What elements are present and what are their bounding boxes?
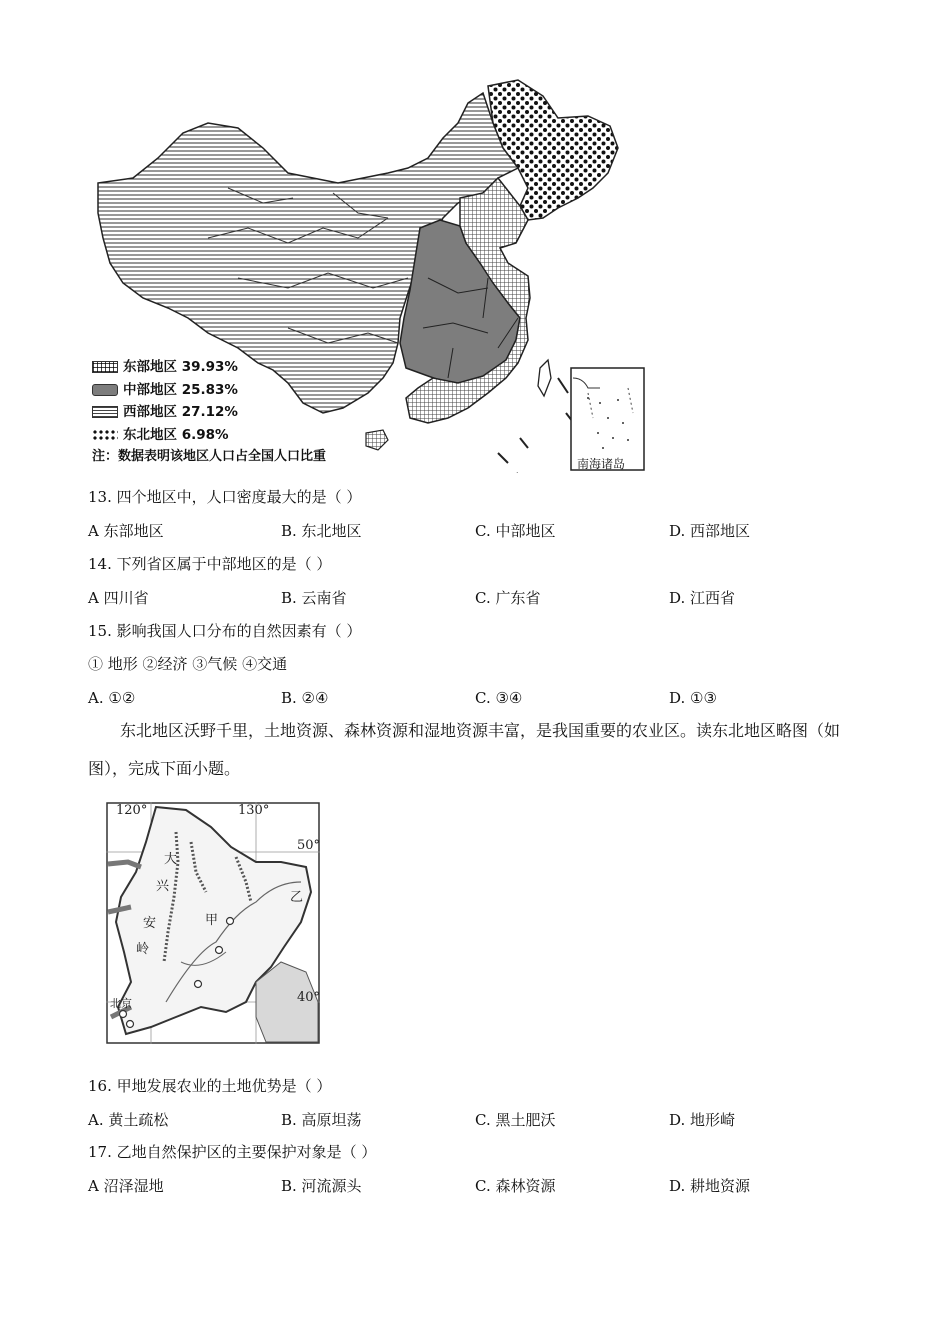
label-40deg: 40° — [297, 990, 321, 1005]
intro-paragraph: 东北地区沃野千里，土地资源、森林资源和湿地资源丰富，是我国重要的农业区。读东北地区略图（如图），完成下面小题。 — [88, 721, 841, 778]
label-yi: 乙 — [290, 890, 304, 905]
label-130deg: 130° — [238, 803, 270, 818]
solid-swatch-icon — [92, 384, 118, 396]
label-jia: 甲 — [205, 913, 219, 928]
q15-option-a[interactable]: A. ①② — [88, 689, 136, 707]
question-13: 13. 四个地区中，人口密度最大的是（ ） — [88, 488, 362, 506]
question-17: 17. 乙地自然保护区的主要保护对象是（ ） — [88, 1143, 377, 1161]
legend-west: 西部地区 27.12% — [92, 401, 326, 424]
grid-swatch-icon — [92, 361, 118, 373]
q17-option-c[interactable]: C. 森林资源 — [475, 1177, 556, 1195]
question-14: 14. 下列省区属于中部地区的是（ ） — [88, 555, 332, 573]
q16-option-c[interactable]: C. 黑土肥沃 — [475, 1111, 556, 1129]
hainan-island — [366, 430, 388, 450]
legend-east: 东部地区 39.93% — [92, 356, 326, 379]
q13-option-b[interactable]: B. 东北地区 — [281, 522, 362, 540]
label-50deg: 50° — [297, 838, 321, 853]
question-15: 15. 影响我国人口分布的自然因素有（ ） — [88, 622, 362, 640]
label-beijing: 北京 — [110, 997, 132, 1010]
q14-option-c[interactable]: C. 广东省 — [475, 589, 541, 607]
label-an: 安 — [143, 916, 157, 931]
q13-option-a[interactable]: A 东部地区 — [88, 522, 164, 540]
q14-option-a[interactable]: A 四川省 — [88, 589, 149, 607]
question-16: 16. 甲地发展农业的土地优势是（ ） — [88, 1077, 332, 1095]
legend-central: 中部地区 25.83% — [92, 379, 326, 402]
q15-option-c[interactable]: C. ③④ — [475, 689, 523, 707]
q17-option-b[interactable]: B. 河流源头 — [281, 1177, 362, 1195]
q15-option-d[interactable]: D. ①③ — [669, 689, 717, 707]
label-ling: 岭 — [136, 942, 150, 957]
taiwan-island — [538, 360, 551, 396]
q13-option-c[interactable]: C. 中部地区 — [475, 522, 556, 540]
hlines-swatch-icon — [92, 406, 118, 418]
dots-swatch-icon — [92, 429, 118, 441]
legend-northeast: 东北地区 6.98% — [92, 424, 326, 447]
q15-choices: ① 地形 ②经济 ③气候 ④交通 — [88, 655, 288, 673]
q17-option-d[interactable]: D. 耕地资源 — [669, 1177, 751, 1195]
q16-option-a[interactable]: A. 黄土疏松 — [88, 1111, 169, 1129]
label-120deg: 120° — [116, 803, 148, 818]
label-da: 大 — [164, 852, 178, 867]
map-legend — [92, 356, 326, 469]
q15-option-b[interactable]: B. ②④ — [281, 689, 329, 707]
q17-option-a[interactable]: A 沼泽湿地 — [88, 1177, 164, 1195]
nanhai-label: 南海诸岛 — [577, 457, 626, 471]
q16-option-d[interactable]: D. 地形崎 — [669, 1111, 736, 1129]
q13-option-d[interactable]: D. 西部地区 — [669, 522, 751, 540]
q14-option-b[interactable]: B. 云南省 — [281, 589, 347, 607]
legend-note: 注：数据表明该地区人口占全国人口比重 — [92, 449, 327, 464]
label-xing: 兴 — [156, 879, 170, 894]
q14-option-d[interactable]: D. 江西省 — [669, 589, 736, 607]
q16-option-b[interactable]: B. 高原坦荡 — [281, 1111, 362, 1129]
